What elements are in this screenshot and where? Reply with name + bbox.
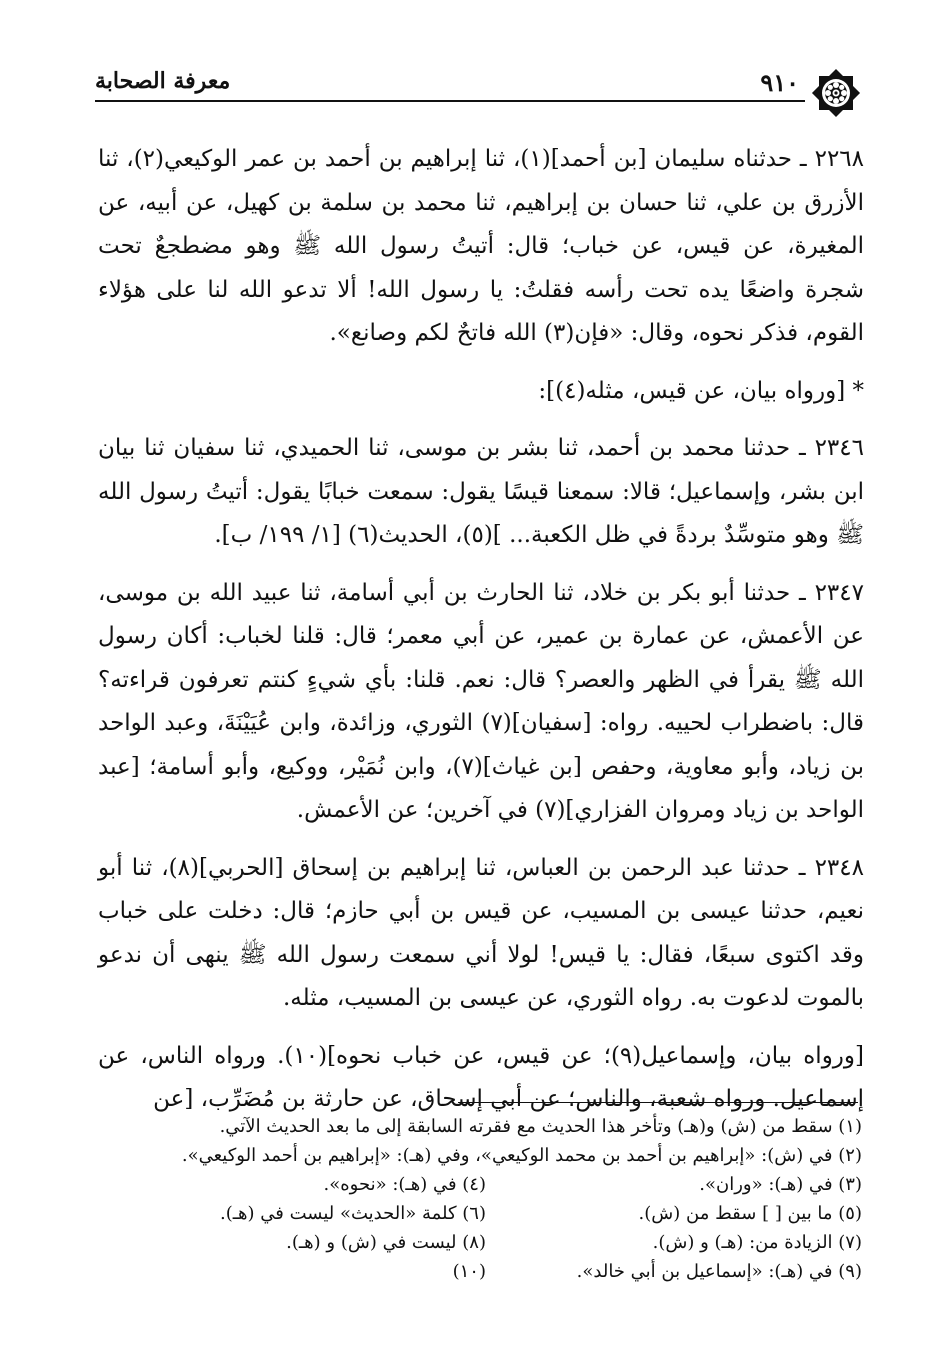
footnote-3: (٣) في (هـ): «وران». [699,1174,862,1195]
page-header [95,64,865,104]
footnote-9: (٩) في (هـ): «إسماعيل بن أبي خالد». [576,1261,862,1282]
footnote-7: (٧) الزيادة من: (هـ) و (ش). [652,1232,862,1253]
footnote-1: (١) سقط من (ش) و(هـ) وتأخر هذا الحديث مع فقرته السابقة إلى ما بعد الحديث الآتي. [219,1116,862,1137]
main-text [98,138,864,1122]
footnote-2: (٢) في (ش): «إبراهيم بن أحمد بن محمد الوكيعي»، وفي (هـ): «إبراهيم بن أحمد الوكيعي». [181,1145,862,1166]
footnotes [110,1112,862,1286]
narration-continuation: [ورواه بيان، وإسماعيل(٩)؛ عن قيس، عن خباب نحوه](١٠). ورواه الناس، عن إسماعيل. ورواه شعبة، والناس؛ عن أبي إسحاق، عن حارثة بن مُضَرِّب، [عن [98,1042,864,1112]
footnote-4: (٤) في (هـ): «نحوه». [323,1174,486,1195]
footnote-6: (٦) كلمة «الحديث» ليست في (هـ). [220,1203,486,1224]
narration-note: * [ورواه بيان، عن قيس، مثله(٤)]: [538,377,864,404]
hadith-2268: ٢٢٦٨ ـ حدثناه سليمان [بن أحمد](١)، ثنا إبراهيم بن أحمد بن عمر الوكيعي(٢)، ثنا الأزرق بن علي، ثنا حسان بن إبراهيم، ثنا محمد بن سلمة بن كهيل، عن أبيه، عن المغيرة، عن قيس، عن خباب؛ قال: أتيتُ رسول الله ﷺ وهو مضطجعٌ تحت شجرة واضعًا يده تحت رأسه فقلتُ: يا رسول الله! ألا تدعو الله لنا على هؤلاء القوم، فذكر نحوه، وقال: «فإن(٣) الله فاتحٌ لكم وصانع». [98,146,865,346]
octagonal-star-ornament-icon [807,64,865,122]
hadith-2348: ٢٣٤٨ ـ حدثنا عبد الرحمن بن العباس، ثنا إبراهيم بن إسحاق [الحربي](٨)، ثنا أبو نعيم، حدثنا عيسى بن المسيب، عن قيس بن أبي حازم؛ قال: دخلت على خباب وقد اكتوى سبعًا، فقال: يا قيس! لولا أني سمعت رسول الله ﷺ ينهى أن ندعو بالموت لدعوت به. رواه الثوري، عن عيسى بن المسيب، مثله. [98,854,864,1011]
footnote-rule [458,1102,858,1103]
page-number: ٩١٠ [760,68,799,97]
header-rule [95,100,805,102]
footnote-8: (٨) ليست في (ش) و (هـ). [286,1232,486,1253]
hadith-2347: ٢٣٤٧ ـ حدثنا أبو بكر بن خلاد، ثنا الحارث بن أبي أسامة، ثنا عبيد الله بن موسى، عن الأعمش، عن عمارة بن عمير، عن أبي معمر؛ قال: قلنا لخباب: أكان رسول الله ﷺ يقرأ في الظهر والعصر؟ قال: نعم. قلنا: بأي شيءٍ كنتم تعرفون قراءته؟ قال: باضطراب لحييه. رواه: [سفيان](٧) الثوري، وزائدة، وابن عُيَيْنَةَ، وعبد الواحد بن زياد، وأبو معاوية، وحفص [بن غياث](٧)، وابن نُمَيْر، ووكيع، وأبو أسامة؛ [عبد الواحد بن زياد ومروان الفزاري](٧) في آخرين؛ عن الأعمش. [98,579,865,823]
running-title: معرفة الصحابة [95,68,231,94]
footnote-5: (٥) ما بين [ ] سقط من (ش). [638,1203,862,1224]
hadith-2346: ٢٣٤٦ ـ حدثنا محمد بن أحمد، ثنا بشر بن موسى، ثنا الحميدي، ثنا سفيان ثنا بيان ابن بشر، وإسماعيل؛ قالا: سمعنا قيسًا يقول: سمعت خبابًا يقول: أتيتُ رسول الله ﷺ وهو متوسِّدٌ بردةً في ظل الكعبة... ](٥)، الحديث(٦) [١/ ١٩٩/ ب]. [98,435,864,548]
footnote-10: (١٠) [452,1261,486,1282]
